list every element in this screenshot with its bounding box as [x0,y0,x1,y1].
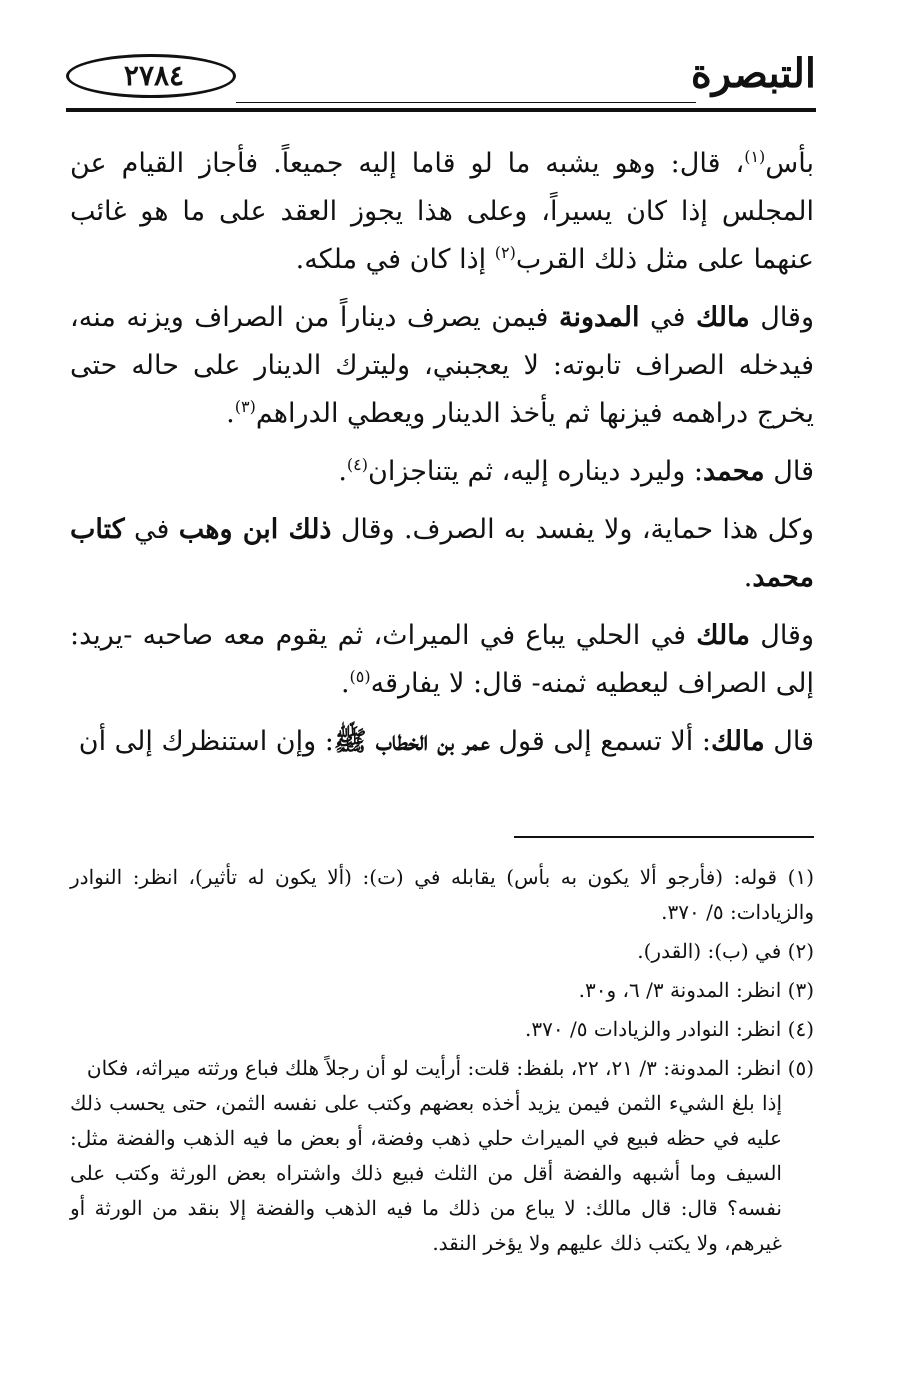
text-run: في [124,514,179,545]
text-run: في الحلي يباع في الميراث، ثم يقوم معه صاحبه -يريد: إلى الصراف ليعطيه ثمنه- قال: لا يفارقه [70,620,814,699]
bold-name: مالك [696,302,750,333]
text-run: : وإن استنظرك إلى أن [78,726,334,757]
footnote-5 [70,1051,814,1261]
page-number: ٢٧٨٤ [123,59,185,92]
main-text [70,140,814,776]
text-run: وكل هذا حماية، ولا يفسد به الصرف. وقال [331,514,814,545]
footnote-1: (١) قوله: (فأرجو ألا يكون به بأس) يقابله في (ت): (ألا يكون له تأثير)، انظر: النوادر والزيادات: ٥/ ٣٧٠. [70,865,814,924]
paragraph-5 [70,612,814,708]
text-run: : وليرد ديناره إليه، ثم يتناجزان [368,456,703,487]
text-run: . [338,456,347,487]
text-run: . [743,562,753,593]
footnotes [70,860,814,1265]
paragraph-1 [70,140,814,284]
text-run: بأس [765,148,814,179]
bold-name: مالك [710,726,765,757]
text-run: وقال [749,620,815,651]
footnote-ref-3[interactable]: (٣) [234,397,256,416]
header-thin-rule [236,102,696,103]
page-number-badge [66,54,244,104]
paragraph-2 [70,294,814,438]
text-run: قال [764,726,814,757]
footnote-5-first-line: (٥) انظر: المدونة: ٣/ ٢١، ٢٢، بلفظ: قلت: أرأيت لو أن رجلاً هلك فباع ورثته ميراثه، فكان [86,1056,814,1080]
text-run: قال [764,456,814,487]
honorific-glyph: ﷺ [333,726,376,757]
bold-name: كتاب محمد [70,514,814,593]
footnote-2: (٢) في (ب): (القدر). [637,939,814,963]
footnote-3: (٣) انظر: المدونة ٣/ ٦، و٣٠. [578,978,814,1002]
text-run: في [639,302,697,333]
footnote-4: (٤) انظر: النوادر والزيادات ٥/ ٣٧٠. [525,1017,814,1041]
bold-name: محمد [702,456,765,487]
bold-name: مالك [696,620,750,651]
text-run: ، قال: وهو يشبه ما لو قاما إليه جميعاً. فأجاز القيام عن المجلس إذا كان يسيراً، وعلى هذا يجوز العقد على ما هو غائب عنهما على مثل ذلك القرب [70,148,814,275]
text-run: إذا كان في ملكه. [295,244,495,275]
paragraph-3 [70,448,814,496]
text-run: . [340,668,350,699]
text-run: فيمن يصرف ديناراً من الصراف ويزنه منه، فيدخله الصراف تابوته: لا يعجبني، وليترك الدينار على حاله حتى يخرج دراهمه فيزنها ثم يأخذ الدينار ويعطي الدراهم [70,302,814,429]
bold-name: المدونة [558,302,640,333]
bold-name: عمر بن الخطاب [375,726,490,757]
page-header [66,48,816,120]
footnote-ref-2[interactable]: (٢) [494,243,516,262]
header-rule [66,108,816,112]
bold-name: ذلك ابن وهب [178,514,332,545]
footnote-ref-5[interactable]: (٥) [349,667,371,686]
text-run: : ألا تسمع إلى قول [489,726,711,757]
footnote-ref-1[interactable]: (١) [744,147,766,166]
paragraph-6 [70,718,814,766]
footnote-separator [514,836,814,838]
paragraph-4 [70,506,814,602]
footnote-ref-4[interactable]: (٤) [346,455,369,474]
footnote-5-continuation: إذا بلغ الشيء الثمن فيمن يزيد أخذه بعضهم وكتب على نفسه الثمن، حتى يحسب ذلك عليه في حظه فبيع في الميراث حلي ذهب وفضة، أو بعض ما فيه الذهب والفضة مثل: السيف وما أشبهه والفضة أقل من الثلث فبيع ذلك واشتراه بعض الورثة وكتب على نفسه؟ قال: قال مالك: لا يباع من ذلك ما فيه الذهب والفضة إلا بنقد من الورثة أو غيرهم، ولا يكتب ذلك عليهم ولا يؤخر النقد. [70,1091,782,1255]
text-run: . [226,398,235,429]
text-run: وقال [749,302,815,333]
running-title: التبصرة [690,50,816,97]
